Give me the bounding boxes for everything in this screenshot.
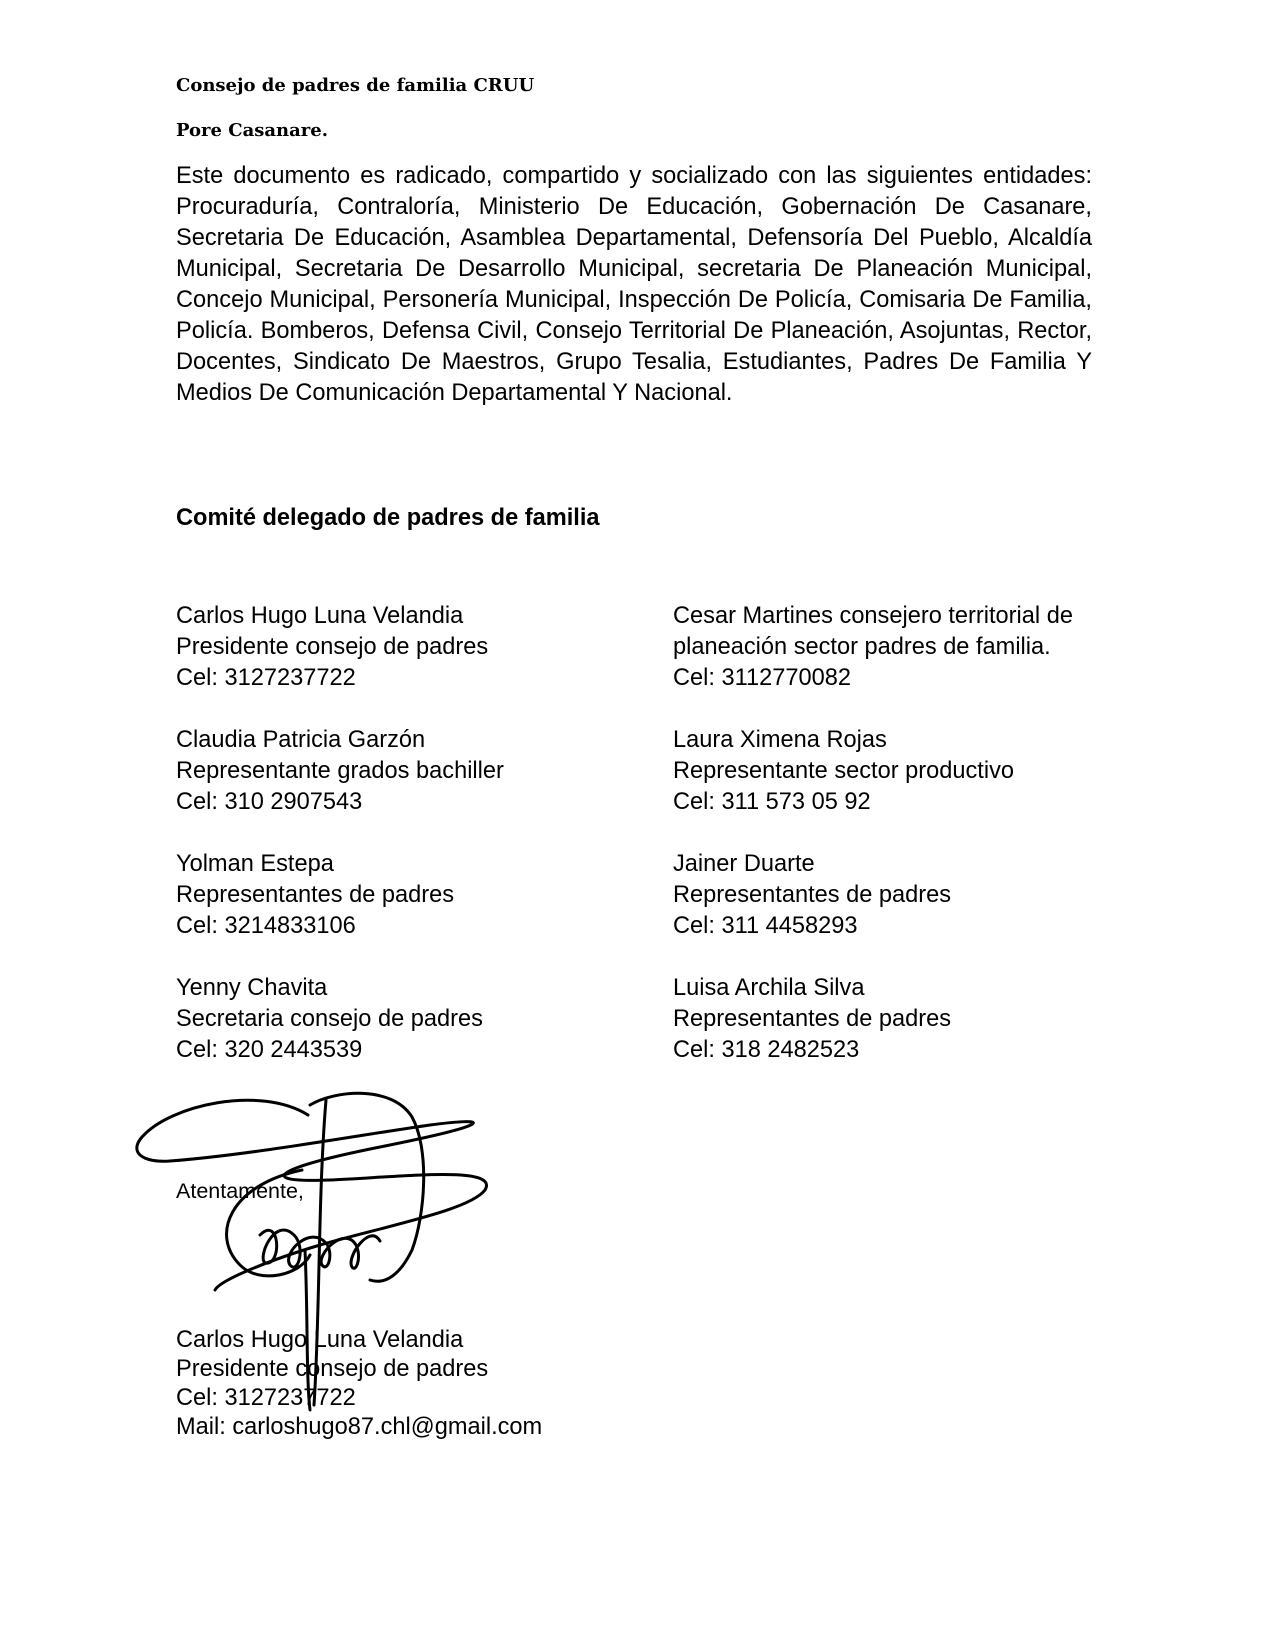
member-role: Representantes de padres <box>176 882 455 908</box>
member-block <box>673 973 1113 1066</box>
member-phone: Cel: 3127237722 <box>176 665 356 691</box>
member-role: Representantes de padres <box>673 1006 952 1032</box>
closing-salutation: Atentamente, <box>176 1179 304 1203</box>
signer-role: Presidente consejo de padres <box>176 1356 489 1382</box>
member-name: Carlos Hugo Luna Velandia <box>176 603 464 629</box>
member-block <box>176 601 616 694</box>
member-role: Secretaria consejo de padres <box>176 1006 483 1032</box>
member-name: Jainer Duarte <box>673 851 815 877</box>
signer-mail: Mail: carloshugo87.chl@gmail.com <box>176 1414 543 1440</box>
member-block <box>176 725 616 818</box>
signer-name: Carlos Hugo Luna Velandia <box>176 1327 464 1353</box>
member-name: Cesar Martines consejero territorial de planeación sector padres de familia. <box>673 603 1073 660</box>
committee-title: Comité delegado de padres de familia <box>176 505 600 531</box>
member-phone: Cel: 311 4458293 <box>673 913 858 939</box>
member-role: Representante sector productivo <box>673 758 1014 784</box>
member-phone: Cel: 310 2907543 <box>176 789 363 815</box>
member-role: Presidente consejo de padres <box>176 634 489 660</box>
member-block <box>673 601 1113 694</box>
member-name: Laura Ximena Rojas <box>673 727 887 753</box>
signer-block <box>176 1326 542 1442</box>
member-role: Representante grados bachiller <box>176 758 504 784</box>
intro-paragraph: Este documento es radicado, compartido y socializado con las siguientes entidades: Procuraduría, Contraloría, Ministerio De Educación, Gobernación De Casanare, Secretaria De Educación, Asamblea Departamental, Defensoría Del Pueblo, Alcaldía Municipal, Secretaria De Desarrollo Municipal, secretaria De Planeación Municipal, Concejo Municipal, Personería Municipal, Inspección De Policía, Comisaria De Familia, Policía. Bomberos, Defensa Civil, Consejo Territorial De Planeación, Asojuntas, Rector, Docentes, Sindicato De Maestros, Grupo Tesalia, Estudiantes, Padres De Familia Y Medios De Comunicación Departamental Y Nacional. <box>176 163 1092 406</box>
member-block <box>176 849 616 942</box>
member-name: Claudia Patricia Garzón <box>176 727 426 753</box>
member-name: Luisa Archila Silva <box>673 975 865 1001</box>
member-phone: Cel: 3214833106 <box>176 913 356 939</box>
header-location: Pore Casanare. <box>176 120 328 141</box>
signer-phone: Cel: 3127237722 <box>176 1385 356 1411</box>
member-phone: Cel: 3112770082 <box>673 665 851 691</box>
members-left-column <box>176 601 616 1097</box>
member-block <box>176 973 616 1066</box>
member-role: Representantes de padres <box>673 882 952 908</box>
member-phone: Cel: 320 2443539 <box>176 1037 363 1063</box>
member-phone: Cel: 311 573 05 92 <box>673 789 871 815</box>
member-block <box>673 725 1113 818</box>
members-right-column <box>673 601 1113 1097</box>
header-organization: Consejo de padres de familia CRUU <box>176 75 535 96</box>
member-phone: Cel: 318 2482523 <box>673 1037 860 1063</box>
member-name: Yenny Chavita <box>176 975 328 1001</box>
member-block <box>673 849 1113 942</box>
member-name: Yolman Estepa <box>176 851 334 877</box>
